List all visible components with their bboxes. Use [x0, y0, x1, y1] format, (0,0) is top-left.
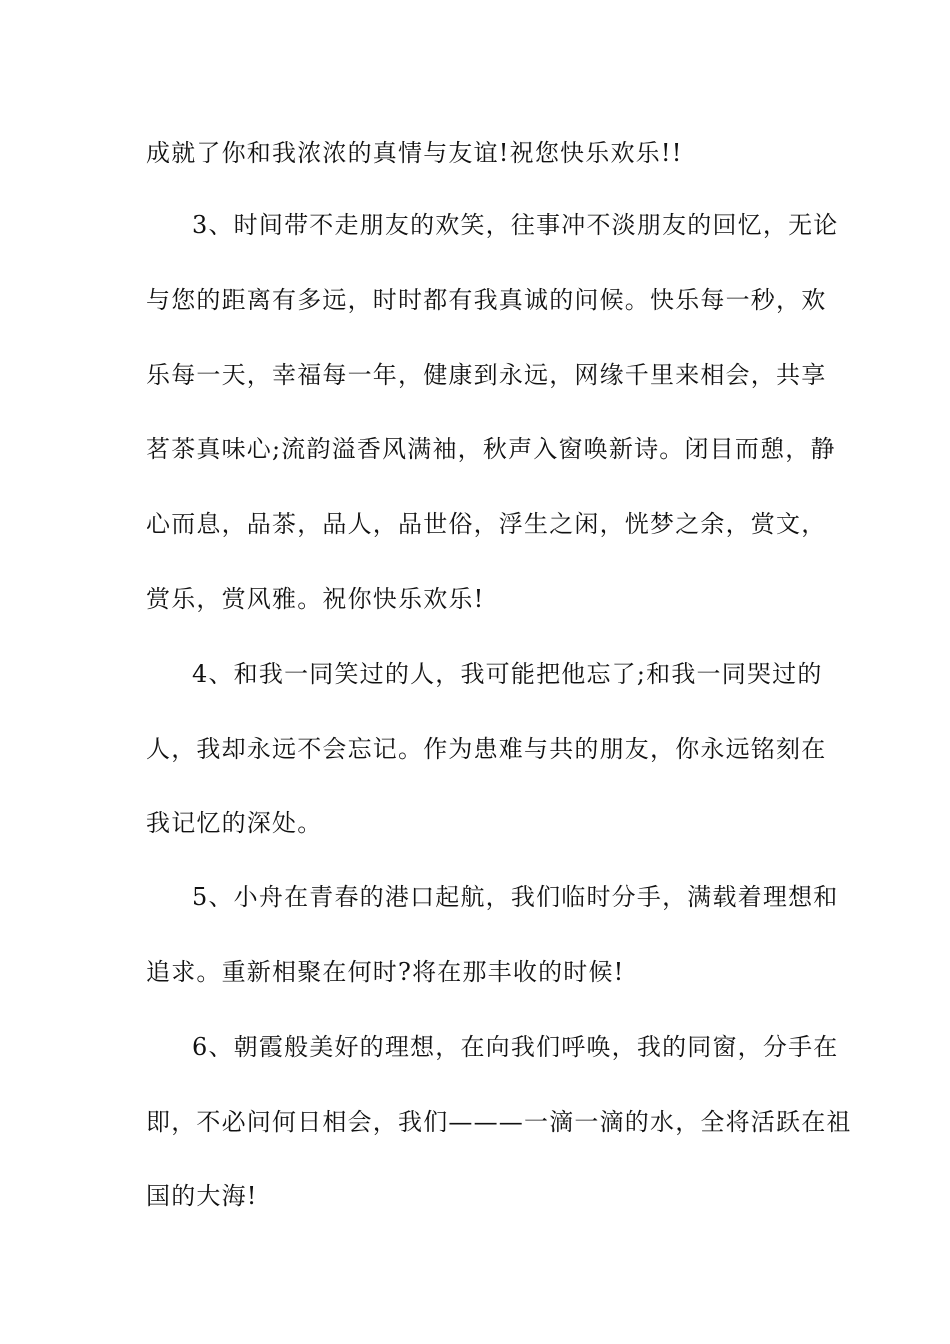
paragraph-5-line: 5、小舟在青春的港口起航，我们临时分手，满载着理想和: [192, 883, 839, 911]
paragraph-6-line: 6、朝霞般美好的理想，在向我们呼唤，我的同窗，分手在: [192, 1033, 839, 1061]
text-line: 国的大海!: [146, 1182, 258, 1210]
paragraph-4-line: 4、和我一同笑过的人，我可能把他忘了;和我一同哭过的: [192, 660, 823, 688]
text-line: 人，我却永远不会忘记。作为患难与共的朋友，你永远铭刻在: [146, 735, 827, 763]
text-line: 我记忆的深处。: [146, 809, 323, 837]
text-line: 心而息，品茶，品人，品世俗，浮生之闲，恍梦之余，赏文，: [146, 510, 827, 538]
text-line: 乐每一天，幸福每一年，健康到永远，网缘千里来相会，共享: [146, 361, 827, 389]
text-line: 茗茶真味心;流韵溢香风满袖，秋声入窗唤新诗。闭目而憩，静: [146, 435, 836, 463]
text-line: 与您的距离有多远，时时都有我真诚的问候。快乐每一秒，欢: [146, 286, 827, 314]
text-line: 即，不必问何日相会，我们———一滴一滴的水，全将活跃在祖: [146, 1108, 852, 1136]
paragraph-3-line: 3、时间带不走朋友的欢笑，往事冲不淡朋友的回忆，无论: [192, 211, 839, 239]
text-line: 成就了你和我浓浓的真情与友谊!祝您快乐欢乐!!: [146, 139, 683, 167]
text-line: 追求。重新相聚在何时?将在那丰收的时候!: [146, 958, 625, 986]
text-line: 赏乐，赏风雅。祝你快乐欢乐!: [146, 585, 485, 613]
